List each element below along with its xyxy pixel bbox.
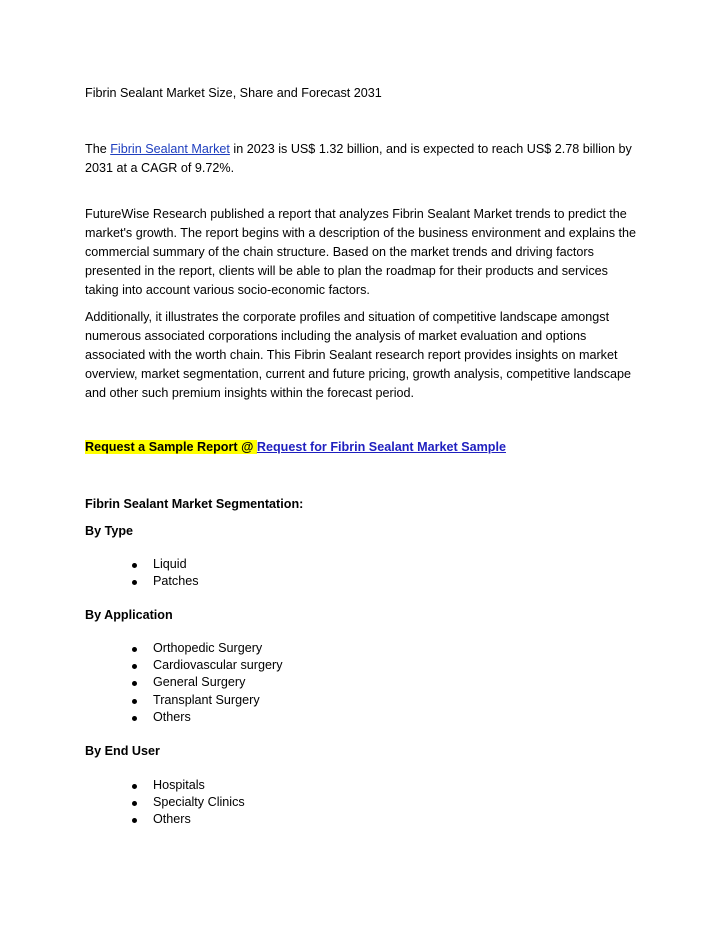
bullet-icon	[132, 681, 137, 686]
request-sample-link[interactable]: Request for Fibrin Sealant Market Sample	[256, 440, 506, 454]
by-end-user-list	[85, 777, 245, 829]
list-item-text: Others	[153, 812, 191, 827]
bullet-icon	[132, 716, 137, 721]
list-item	[85, 692, 283, 709]
list-item	[85, 640, 283, 657]
bullet-icon	[132, 647, 137, 652]
list-item	[85, 794, 245, 811]
list-item-text: Hospitals	[153, 778, 205, 792]
intro-paragraph	[85, 140, 645, 178]
by-type-heading: By Type	[85, 524, 134, 538]
by-application-heading: By Application	[85, 608, 173, 622]
list-item-text: Patches	[153, 574, 199, 589]
list-item	[85, 811, 245, 828]
list-item	[85, 777, 245, 794]
list-item-text: Orthopedic Surgery	[153, 641, 263, 655]
sample-request-line	[85, 438, 645, 457]
list-item-text: Cardiovascular surgery	[153, 658, 283, 673]
bullet-icon	[132, 664, 137, 669]
segmentation-heading: Fibrin Sealant Market Segmentation:	[85, 497, 304, 511]
by-application-list	[85, 640, 283, 726]
list-item	[85, 657, 283, 674]
list-item-text: Liquid	[153, 557, 187, 571]
sample-report-highlight: Request a Sample Report	[85, 440, 238, 454]
sample-at-sign: @	[237, 440, 257, 454]
bullet-icon	[132, 563, 137, 568]
document-title: Fibrin Sealant Market Size, Share and Forecast 2031	[85, 86, 382, 100]
list-item-text: General Surgery	[153, 675, 246, 690]
list-item	[85, 556, 199, 573]
bullet-icon	[132, 818, 137, 823]
list-item-text: Specialty Clinics	[153, 795, 245, 810]
intro-text-before: The	[85, 142, 111, 156]
list-item-text: Others	[153, 709, 191, 724]
bullet-icon	[132, 699, 137, 704]
list-item	[85, 674, 283, 691]
bullet-icon	[132, 801, 137, 806]
by-end-user-heading: By End User	[85, 744, 160, 758]
competitive-landscape-paragraph: Additionally, it illustrates the corporate profiles and situation of competitive landscape amongst numerous associated corporations including the analysis of market evaluation and options associated with the worth chain. This Fibrin Sealant research report provides insights on market overview, market segmentation, current and future pricing, growth analysis, competitive landscape and other such premium insights within the forecast period.	[85, 310, 632, 400]
list-item	[85, 573, 199, 590]
list-item	[85, 709, 283, 726]
by-type-list	[85, 556, 199, 590]
fibrin-sealant-market-link[interactable]: Fibrin Sealant Market	[110, 142, 230, 156]
bullet-icon	[132, 580, 137, 585]
bullet-icon	[132, 784, 137, 789]
report-description-paragraph: FutureWise Research published a report that analyzes Fibrin Sealant Market trends to predict the market's growth. The report begins with a description of the business environment and explains the commercial summary of the chain structure. Based on the market trends and driving factors presented in the report, clients will be able to plan the roadmap for their products and services taking into account various socio-economic factors.	[85, 207, 637, 297]
list-item-text: Transplant Surgery	[153, 692, 260, 707]
intro-text-after: in 2023 is US$ 1.32 billion, and is expected to reach US$ 2.78 billion by 2031 at a CAGR of 9.72%.	[85, 142, 632, 175]
